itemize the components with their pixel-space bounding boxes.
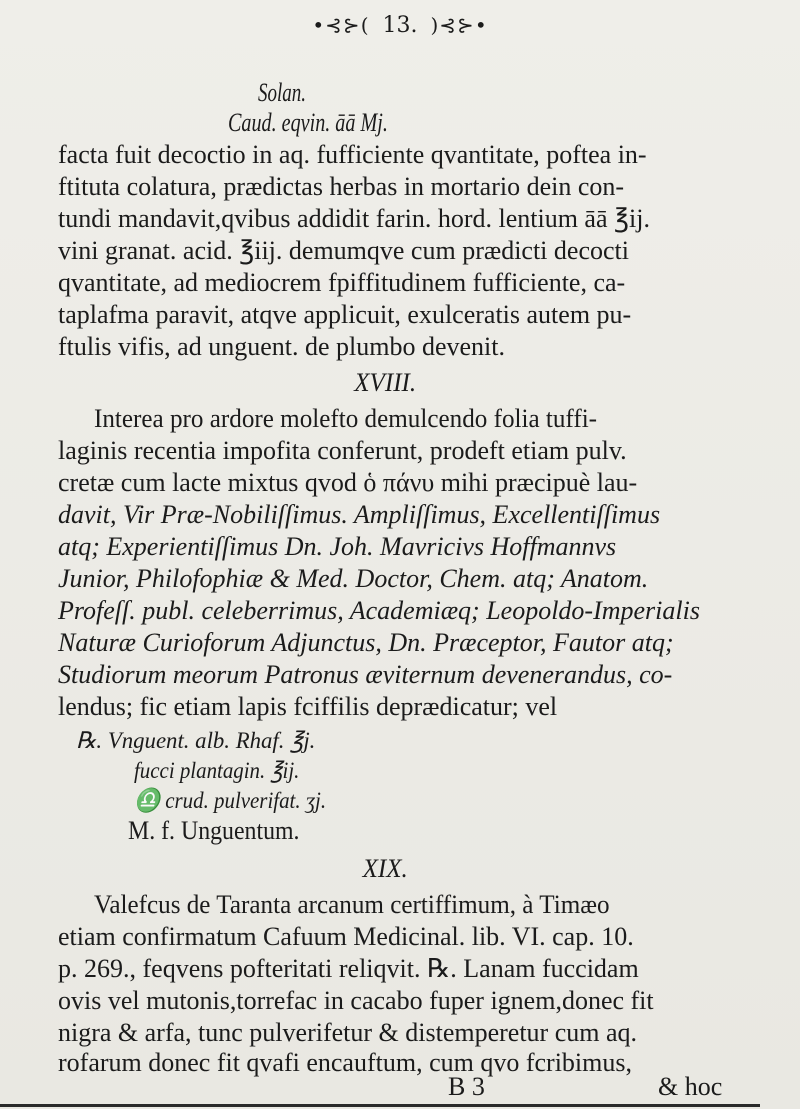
page-header	[0, 10, 800, 41]
text-line: Junior, Philofophiæ & Med. Doctor, Chem. atq; Anatom.	[58, 564, 649, 593]
recipe-line: fucci plantagin. ℥ij.	[134, 758, 300, 783]
header-ornament-right: )⊰⊱•	[430, 13, 488, 37]
text-line: laginis recentia impofita conferunt, prodeft etiam pulv.	[58, 436, 627, 465]
text-line: ftulis vifis, ad unguent. de plumbo devenit.	[58, 332, 505, 361]
text-line: ovis vel mutonis,torrefac in cacabo fuper ignem,donec fit	[58, 986, 654, 1015]
text-line: qvantitate, ad mediocrem fpiffitudinem fufficiente, ca-	[58, 268, 626, 297]
running-head-solan: Solan.	[258, 78, 307, 107]
text-line: Valefcus de Taranta arcanum certiffimum, à Timæo	[94, 890, 610, 919]
text-line	[228, 108, 770, 138]
text-line: rofarum donec fit qvafi encauftum, cum qvo fcribimus,	[58, 1048, 632, 1077]
text-line: davit, Vir Præ-Nobiliſſimus. Ampliſſimus, Excellentiſſimus	[58, 500, 661, 529]
text-line: tundi mandavit,qvibus addidit farin. hord. lentium āā ℥ij.	[58, 204, 650, 233]
text-line: ftituta colatura, prædictas herbas in mortario dein con-	[58, 172, 625, 201]
recipe-line: ♎ crud. pulverifat. ʒj.	[134, 788, 327, 813]
recipe-caud-eqvin: Caud. eqvin. āā Mj.	[228, 108, 388, 137]
text-line: Profeſſ. publ. celeberrimus, Academiæq; Leopoldo-Imperialis	[58, 596, 700, 625]
text-line: lendus; fic etiam lapis fciffilis deprædicatur; vel	[58, 692, 558, 721]
text-line: Interea pro ardore molefto demulcendo folia tuffi-	[94, 404, 598, 433]
text-line: taplafma paravit, atqve applicuit, exulceratis autem pu-	[58, 300, 632, 329]
text-line: facta fuit decoctio in aq. fufficiente qvantitate, poftea in-	[58, 140, 647, 169]
bottom-rule	[0, 1104, 760, 1107]
text-line: etiam confirmatum Cafuum Medicinal. lib. VI. cap. 10.	[58, 922, 634, 951]
section-number-xix: XIX.	[362, 854, 408, 883]
text-line: p. 269., feqvens pofteritati reliqvit. ℞. Lanam fuccidam	[58, 954, 639, 983]
text-line: Studiorum meorum Patronus æviternum devenerandus, co-	[58, 660, 673, 689]
text-line: Naturæ Curioforum Adjunctus, Dn. Præceptor, Fautor atq;	[58, 628, 674, 657]
signature-mark: B 3	[448, 1072, 485, 1101]
text-line: nigra & arfa, tunc pulverifetur & distemperetur cum aq.	[58, 1018, 638, 1047]
page-number: 13.	[382, 13, 418, 38]
text-line: atq; Experientiſſimus Dn. Joh. Mavricivs Hoffmannvs	[58, 532, 617, 561]
catchword: & hoc	[658, 1072, 723, 1101]
header-ornament-left: •⊰⊱(	[312, 13, 370, 37]
section-number-xviii: XVIII.	[354, 368, 417, 397]
recipe-line: M. f. Unguentum.	[128, 816, 300, 845]
recipe-line: ℞. Vnguent. alb. Rhaf. ℥j.	[76, 728, 316, 753]
text-line: vini granat. acid. ℥iij. demumqve cum prædicti decocti	[58, 236, 629, 265]
text-line: cretæ cum lacte mixtus qvod ὁ πάνυ mihi præcipuè lau-	[58, 468, 638, 497]
